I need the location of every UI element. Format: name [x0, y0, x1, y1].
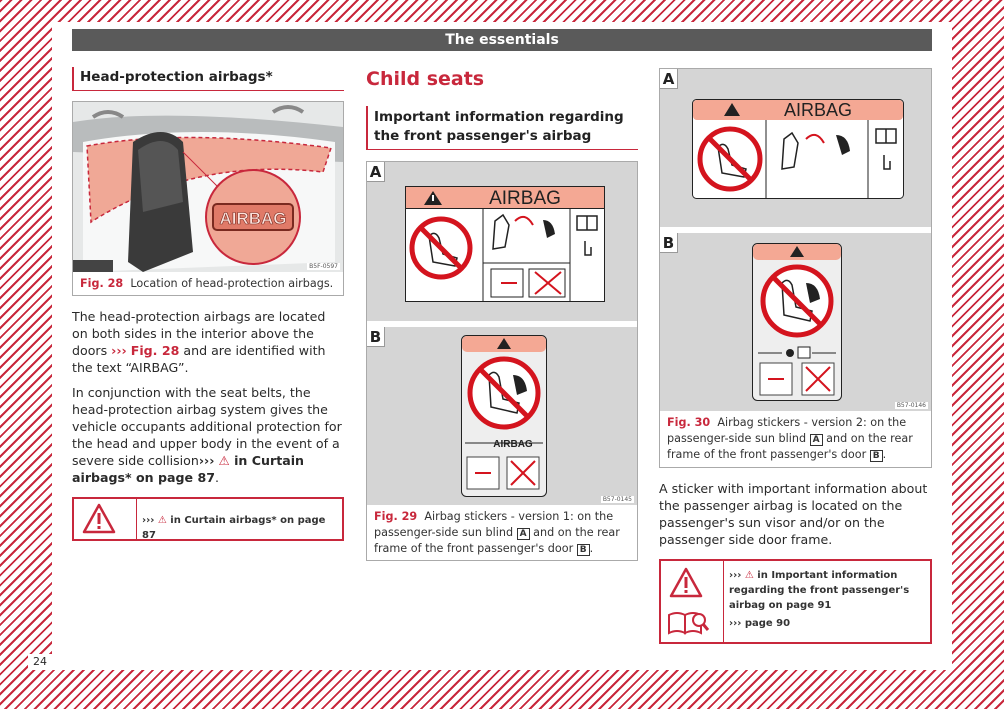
warning-passenger-airbag-text: in Important information regarding the front passenger's airbag on page 91 [729, 570, 910, 611]
box-a: A [810, 434, 823, 446]
paragraph-location [72, 308, 344, 376]
figure-30-panel-a [660, 69, 931, 227]
warning-triangle-icon: ⚠ [744, 570, 754, 581]
figure-29-panel-a [367, 162, 637, 321]
heading-passenger-airbag-info: Important information regarding the front passenger's airbag [366, 106, 638, 150]
heading-head-protection-airbags: Head-protection airbags* [72, 67, 344, 91]
figure-29-number: Fig. 29 [374, 510, 418, 523]
arrow-ref: ››› [729, 618, 742, 629]
book-magnifier-icon [666, 609, 710, 637]
arrow-ref: ››› [111, 343, 127, 358]
figure-28-airbag-label: AIRBAG [219, 209, 287, 228]
heading-child-seats: Child seats [366, 68, 485, 90]
panel-b-label: B [660, 233, 678, 253]
divider [136, 499, 137, 539]
figure-28-number: Fig. 28 [80, 277, 124, 290]
warning-triangle-icon [669, 567, 703, 599]
figure-29-code: B57-0145 [602, 496, 632, 503]
airbag-sticker-v2 [692, 99, 904, 199]
airbag-sticker-v1 [405, 186, 605, 302]
warning-curtain-text: in Curtain airbags* on page 87 [142, 515, 326, 541]
paragraph-location-text-2: and are identified with the text “AIRBAG”. [72, 343, 326, 375]
figure-30-panel-b [660, 233, 931, 411]
header-bar: The essentials [72, 29, 932, 51]
panel-a-label: A [367, 162, 385, 182]
figure-30-code: B57-0146 [896, 402, 926, 409]
box-a: A [517, 528, 530, 540]
figure-28-image [73, 102, 343, 272]
figure-29 [366, 161, 638, 561]
figure-29-caption-text-2: and on the rear frame of the front passenger's door [374, 526, 620, 555]
paragraph-conjunction [72, 384, 344, 486]
arrow-ref: ››› [198, 453, 215, 468]
paragraph-location-text: The head-protection airbags are located on both sides in the interior above the doors [72, 309, 326, 358]
panel-a-label: A [660, 69, 678, 89]
warning-curtain-ref[interactable] [142, 513, 342, 543]
airbag-door-sticker-v1 [461, 335, 547, 497]
figure-30-caption [660, 411, 931, 467]
warning-passenger-airbag-ref[interactable] [729, 568, 929, 613]
paragraph-conjunction-text: In conjunction with the seat belts, the head-protection airbag system gives the vehicle occupants additional protection for the head and upper body in the event of a severe side collision [72, 385, 342, 468]
warning-box-passenger-airbag [659, 559, 932, 644]
warning-box-curtain [72, 497, 344, 541]
warning-triangle-icon [82, 503, 116, 535]
figure-28-caption [73, 272, 343, 296]
page-number: 24 [28, 654, 52, 670]
arrow-ref: ››› [729, 570, 742, 581]
figure-30 [659, 68, 932, 468]
panel-b-label: B [367, 327, 385, 347]
box-b: B [870, 450, 883, 462]
period: . [215, 470, 220, 485]
figure-29-caption-text: Airbag stickers - version 1: on the passenger-side sun blind [374, 510, 614, 539]
figure-29-panel-b [367, 327, 637, 505]
figure-28 [72, 101, 344, 296]
warning-triangle-icon: ⚠ [218, 453, 230, 468]
fig-28-link[interactable]: Fig. 28 [130, 343, 180, 358]
figure-28-caption-text: Location of head-protection airbags. [130, 277, 334, 290]
figure-29-caption [367, 505, 637, 561]
page-90-text: page 90 [741, 618, 791, 629]
door-sticker-airbag-text: AIRBAG [493, 439, 533, 450]
airbag-door-sticker-v2 [752, 243, 842, 401]
warning-triangle-icon: ⚠ [157, 515, 167, 526]
period: . [882, 448, 887, 461]
divider [723, 561, 724, 642]
curtain-airbags-link[interactable]: in Curtain airbags* on page 87 [72, 453, 305, 485]
figure-30-number: Fig. 30 [667, 416, 711, 429]
figure-30-caption-text-2: and on the rear frame of the front passenger's door [667, 432, 913, 461]
sticker-v2-airbag-text: AIRBAG [783, 100, 853, 120]
paragraph-sticker-location: A sticker with important information about the passenger airbag is located on the passenger's sun visor and/or on the passenger side door frame. [659, 481, 928, 547]
page-90-ref[interactable] [729, 616, 929, 631]
box-b: B [577, 544, 590, 556]
figure-28-code: B5F-0597 [309, 263, 338, 270]
figure-30-caption-text: Airbag stickers - version 2: on the passenger-side sun blind [667, 416, 907, 445]
period: . [589, 542, 594, 555]
sticker-airbag-text: AIRBAG [489, 188, 561, 209]
arrow-ref: ››› [142, 515, 155, 526]
car-interior-illustration [73, 102, 343, 272]
